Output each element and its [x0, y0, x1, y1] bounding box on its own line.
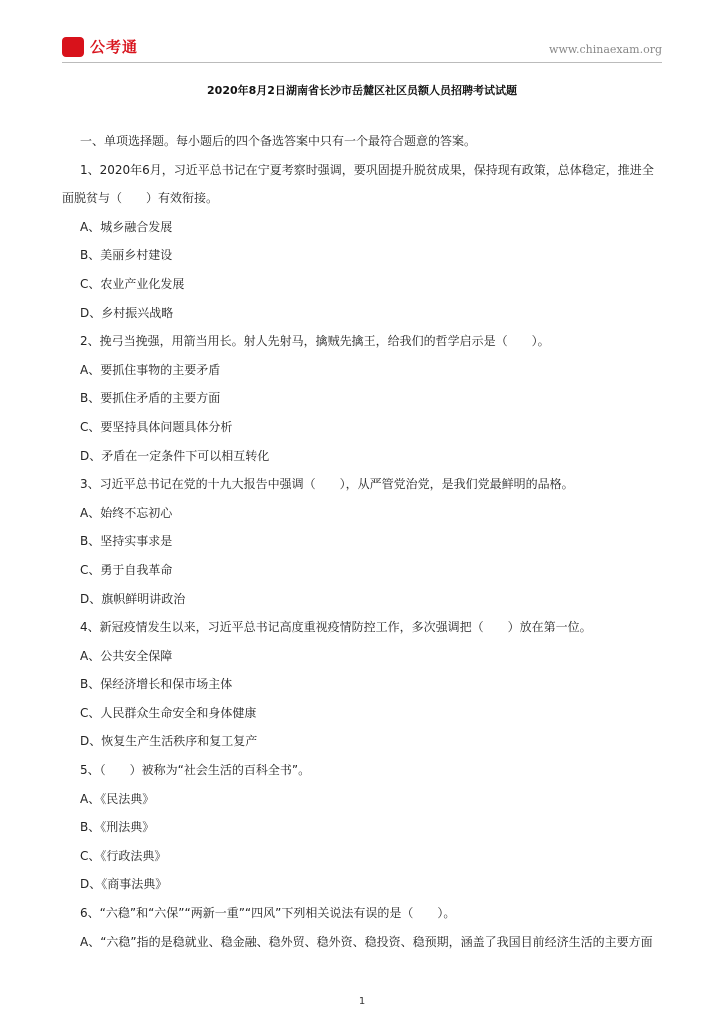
question-option: A、“六稳”指的是稳就业、稳金融、稳外贸、稳外资、稳投资、稳预期，涵盖了我国目前经济生活的主要方面: [80, 934, 653, 949]
question-option: C、人民群众生命安全和身体健康: [80, 705, 257, 720]
section-heading: 一、单项选择题。每小题后的四个备选答案中只有一个最符合题意的答案。: [80, 134, 477, 148]
question-option: D、《商事法典》: [80, 877, 168, 892]
question-option: C、勇于自我革命: [80, 562, 173, 577]
logo-text: 公考通: [90, 38, 139, 56]
question-option: B、《刑法典》: [80, 820, 155, 835]
question-stem: 2、挽弓当挽强，用箭当用长。射人先射马，擒贼先擒王，给我们的哲学启示是（ ）。: [80, 334, 550, 349]
document-body: [62, 127, 662, 956]
question-option: C、《行政法典》: [80, 848, 167, 863]
question-option: B、保经济增长和保市场主体: [80, 677, 233, 692]
logo-badge-icon: [62, 37, 84, 57]
question-option: C、农业产业化发展: [80, 276, 185, 291]
question-option: A、城乡融合发展: [80, 219, 173, 234]
question-option: D、旗帜鲜明讲政治: [80, 591, 186, 606]
question-option: A、《民法典》: [80, 791, 155, 806]
question-option: B、坚持实事求是: [80, 534, 173, 549]
question-stem: 4、新冠疫情发生以来，习近平总书记高度重视疫情防控工作，多次强调把（ ）放在第一位。: [80, 620, 592, 635]
page-header: [62, 36, 662, 62]
question-option: C、要坚持具体问题具体分析: [80, 419, 233, 434]
document-title: 2020年8月2日湖南省长沙市岳麓区社区员额人员招聘考试试题: [207, 84, 517, 97]
question-option: B、要抓住矛盾的主要方面: [80, 391, 221, 406]
site-url: www.chinaexam.org: [549, 43, 662, 56]
question-option: A、公共安全保障: [80, 648, 173, 663]
question-stem: 5、（ ）被称为“社会生活的百科全书”。: [80, 763, 311, 778]
question-stem: 1、2020年6月，习近平总书记在宁夏考察时强调，要巩固提升脱贫成果，保持现有政策，总体稳定，推进全面脱贫与（ ）有效衔接。: [62, 162, 654, 206]
page-number: 1: [358, 996, 366, 1007]
question-option: A、要抓住事物的主要矛盾: [80, 362, 221, 377]
question-option: D、恢复生产生活秩序和复工复产: [80, 734, 258, 749]
question-stem: 3、习近平总书记在党的十九大报告中强调（ ），从严管党治党，是我们党最鲜明的品格。: [80, 477, 574, 492]
question-stem: 6、“六稳”和“六保”“两新一重”“四风”下列相关说法有误的是（ ）。: [80, 906, 456, 921]
header-divider: [62, 62, 662, 63]
question-option: D、矛盾在一定条件下可以相互转化: [80, 448, 270, 463]
logo: [62, 36, 138, 57]
question-option: D、乡村振兴战略: [80, 305, 174, 320]
question-option: A、始终不忘初心: [80, 505, 173, 520]
question-option: B、美丽乡村建设: [80, 248, 173, 263]
